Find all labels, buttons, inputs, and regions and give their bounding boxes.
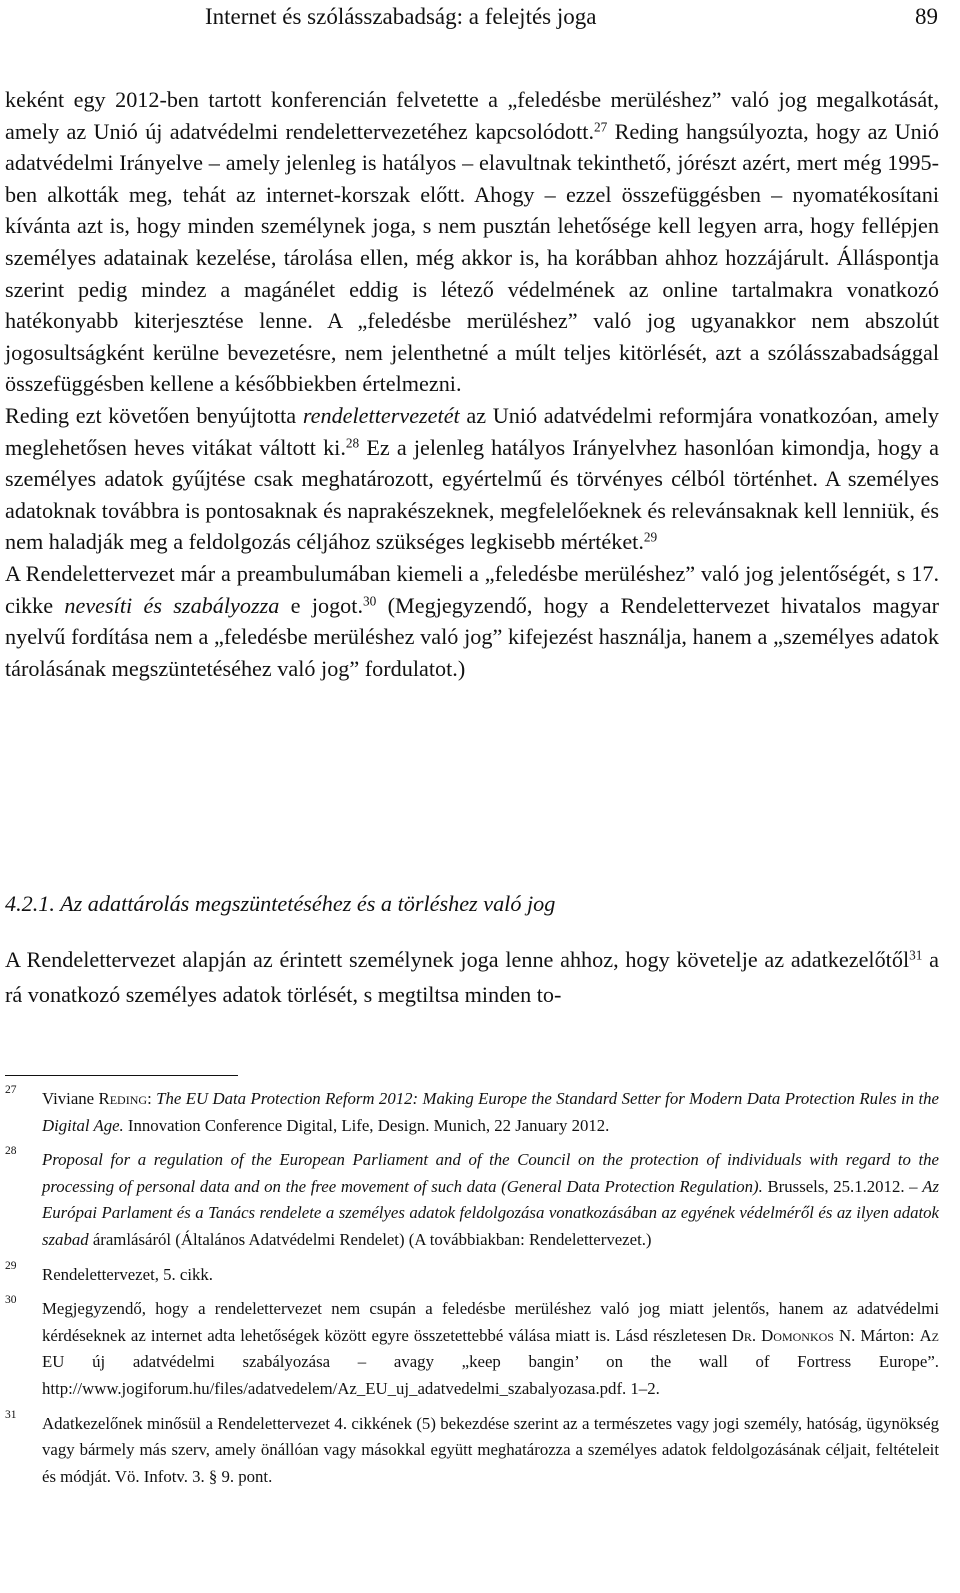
footnote-number: 27 xyxy=(5,1084,17,1096)
footnote-31 xyxy=(5,1408,939,1491)
footnote-number: 30 xyxy=(5,1294,17,1307)
footnote-ref-30: 30 xyxy=(363,593,377,609)
footnote-30-text-c: N. Márton: xyxy=(833,1325,920,1345)
footnotes xyxy=(5,1086,939,1498)
footnote-30 xyxy=(5,1296,939,1402)
footnote-27-title: The EU Data Protection Reform 2012: Making Europe the Standard Setter for Modern Data Protection Rules in the Digital Age. xyxy=(42,1089,939,1135)
footnote-27 xyxy=(5,1086,939,1139)
footnote-30-title-start: Az xyxy=(919,1325,940,1345)
footnote-text xyxy=(42,1296,939,1402)
footnote-28-title: Proposal for a regulation of the European Parliament and of the Council on the protection of individuals with regard to the processing of personal data and on the free movement of such data (General Data Protection Regulation). xyxy=(42,1150,939,1196)
footnote-28-text-d: áramlásáról (Általános Adatvédelmi Rendelet) (A továbbiakban: Rendelettervezet.) xyxy=(88,1229,652,1249)
footnote-text xyxy=(42,1086,939,1139)
paragraph-4-text-a: A Rendelettervezet alapján az érintett személynek joga lenne ahhoz, hogy követelje az adatkezelőtől xyxy=(5,947,910,972)
footnote-29 xyxy=(5,1259,939,1289)
paragraph-2-text-a: Reding ezt követően benyújtotta xyxy=(5,402,303,428)
footnote-30-author: Dr. Domonkos xyxy=(731,1325,834,1345)
paragraph-2-italic: rendelettervezetét xyxy=(302,402,460,428)
footnote-27-author: Reding xyxy=(98,1089,148,1108)
paragraph-1-text-a: keként egy 2012-ben tartott konferencián felvetette a „feledésbe merüléshez” való jog megalkotását, amely az Unió új adatvédelmi rendelettervezetéhez kapcsolódott. xyxy=(5,87,939,144)
footnote-ref-27: 27 xyxy=(594,119,608,135)
paragraph-2 xyxy=(5,400,939,558)
body-text xyxy=(5,84,939,714)
footnote-number: 31 xyxy=(5,1408,17,1421)
footnote-30-text-a: Megjegyzendő, hogy a rendelettervezet nem csupán a feledésbe merüléshez való jog miatt jelentős, hanem az adatvédelmi kérdéseknek az internet adta lehetőségek között egyre összetettebbé válása miatt is. Lásd részletesen xyxy=(42,1299,939,1345)
footnote-text: Rendelettervezet, 5. cikk. xyxy=(42,1264,213,1284)
paragraph-2-text-b: az Unió adatvédelmi reformjára vonatkozóan, amely meglehetősen heves vitákat váltott ki. xyxy=(5,402,940,460)
footnote-number: 28 xyxy=(5,1145,17,1158)
footnote-text xyxy=(42,1147,939,1253)
paragraph-1 xyxy=(5,84,939,400)
running-head xyxy=(0,2,960,32)
running-title: Internet és szólásszabadság: a felejtés joga xyxy=(205,4,597,29)
paragraph-3-text-b: e jogot. xyxy=(279,592,363,618)
paragraph-1-text-b: Reding hangsúlyozta, hogy az Unió adatvédelmi Irányelve – amely jelenleg is hatályos – elavultnak tekinthető, jórészt azért, mert még 1995-ben alkották meg, tehát az internet-korszak előtt. Ahogy – ezzel összefüggésben – nyomatékosítani kívánta azt is, hogy minden személynek joga, s nem pusztán lehetősége kell legyen arra, hogy fellépjen személyes adatainak kezelése, tárolása ellen, még akkor is, ha korábban ahhoz hozzájárult. Álláspontja szerint pedig mindez a magánélet eddig is létező védelmének az online tartalmakra vonatkozó hatékonyabb kiterjesztése lenne. A „feledésbe merüléshez” való jog ugyanakkor nem abszolút jogosultságként kerülne bevezetésre, nem jelenthetné a múlt teljes kitörlését, azt a szólásszabadsággal összefüggésben kellene a későbbiekben értelmezni. xyxy=(5,118,940,397)
footnote-27-text-c: : xyxy=(147,1089,157,1108)
section-heading: 4.2.1. Az adattárolás megszüntetéséhez és a törléshez való jog xyxy=(5,891,556,916)
footnote-divider xyxy=(5,1075,238,1076)
section-body xyxy=(5,942,939,1012)
footnote-ref-28: 28 xyxy=(345,435,360,451)
page-number: 89 xyxy=(915,4,938,29)
paragraph-4-text-b: a rá vonatkozó személyes adatok törlését, s megtiltsa minden to- xyxy=(5,947,939,1007)
footnote-28 xyxy=(5,1147,939,1253)
paragraph-3-text-a: A Rendelettervezet már a preambulumában kiemeli a „feledésbe merüléshez” való jog jelentőségét, s 17. cikke xyxy=(5,560,939,618)
paragraph-3-text-c: (Megjegyzendő, hogy a Rendelettervezet hivatalos magyar nyelvű fordítása nem a „feledésbe merüléshez való jog” kifejezést használja, hanem a „személyes adatok tárolásának megszüntetéséhez való jog” fordulatot.) xyxy=(5,592,939,681)
footnote-ref-31: 31 xyxy=(909,947,923,963)
footnote-28-title-hu: Az Európai Parlament és a Tanács rendelete a személyes adatok feldolgozása vonatkozásában az egyének védelméről és az ilyen adatok szabad xyxy=(42,1176,940,1249)
paragraph-4 xyxy=(5,942,939,1012)
paragraph-3-italic: nevesíti és szabályozza xyxy=(64,592,280,618)
footnote-27-text-e: Innovation Conference Digital, Life, Design. Munich, 22 January 2012. xyxy=(123,1115,610,1135)
footnote-text: Adatkezelőnek minősül a Rendelettervezet 4. cikkének (5) bekezdése szerint az a természetes vagy jogi személy, hatóság, ügynökség vagy bármely más szerv, amely önállóan vagy másokkal együtt meghatározza a személyes adatok feldolgozásának céljait, feltételeit és módját. Vö. Infotv. 3. § 9. pont. xyxy=(42,1413,939,1486)
paragraph-3 xyxy=(5,558,939,684)
footnote-27-text-a: Viviane xyxy=(42,1089,99,1108)
footnote-28-text-b: Brussels, 25.1.2012. – xyxy=(762,1176,923,1196)
paragraph-2-text-c: Ez a jelenleg hatályos Irányelvhez hasonlóan kimondja, hogy a személyes adatok gyűjtése csak meghatározott, egyértelmű és törvényes célból történhet. A személyes adatoknak továbbra is pontosaknak és naprakészeknek, megfelelőeknek és relevánsaknak kell lenniük, és nem haladják meg a feldolgozás céljához szükséges legkisebb mértéket. xyxy=(5,434,939,555)
footnote-ref-29: 29 xyxy=(643,530,658,545)
footnote-30-text-e: EU új adatvédelmi szabályozása – avagy „keep bangin’ on the wall of Fortress Europe”. http://www.jogiforum.hu/files/adatvedelem/Az_EU_uj_adatvedelmi_szabalyozasa.pdf. 1–2. xyxy=(42,1352,939,1398)
footnote-number: 29 xyxy=(5,1259,17,1272)
